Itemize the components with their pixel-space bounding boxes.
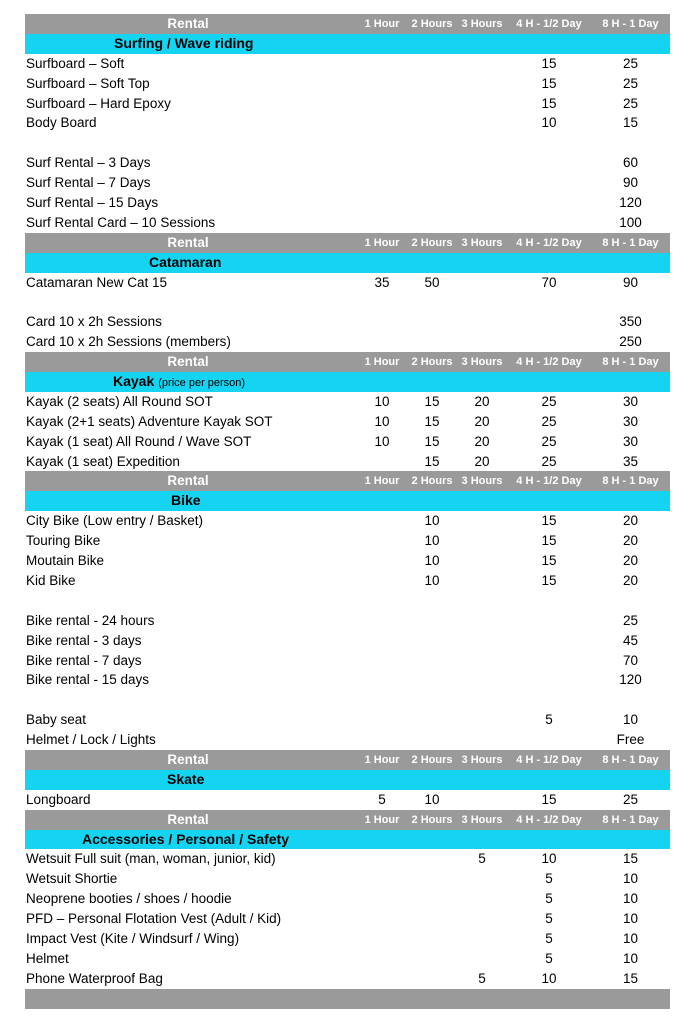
category-title: Bike	[171, 492, 201, 509]
column-header: 4 H - 1/2 Day	[516, 18, 582, 30]
price-cell: 20	[474, 393, 490, 409]
section-header-row	[25, 750, 670, 770]
price-row	[25, 273, 670, 293]
section-header-row	[25, 14, 670, 34]
price-cell: 10	[541, 970, 557, 986]
column-header: 1 Hour	[364, 475, 400, 488]
price-cell: 15	[622, 970, 639, 986]
price-cell: 10	[622, 950, 639, 966]
item-name: Helmet	[26, 950, 69, 966]
price-row	[25, 651, 670, 671]
column-header: 4 H - 1/2 Day	[516, 356, 582, 369]
price-cell: 15	[541, 55, 557, 71]
category-name	[171, 491, 201, 511]
price-row	[25, 969, 670, 989]
price-cell: 15	[424, 393, 440, 409]
section-header-title: Rental	[167, 354, 209, 370]
price-row	[25, 670, 670, 690]
column-header: 2 Hours	[411, 236, 453, 249]
price-cell: 15	[541, 95, 557, 111]
price-cell: 20	[622, 553, 639, 569]
price-cell: 10	[622, 871, 639, 887]
item-name: Surf Rental Card – 10 Sessions	[26, 214, 216, 230]
price-cell: 350	[619, 314, 642, 330]
price-cell: 5	[478, 851, 486, 867]
category-name	[114, 34, 254, 54]
column-header: 3 Hours	[461, 18, 503, 30]
price-row	[25, 392, 670, 412]
category-note: (price per person)	[158, 377, 246, 390]
price-cell: 10	[622, 911, 639, 927]
price-row	[25, 193, 670, 213]
section-header-title: Rental	[167, 16, 209, 31]
price-row	[25, 949, 670, 969]
price-cell: 25	[541, 413, 557, 429]
price-cell: 10	[541, 851, 557, 867]
price-cell: 30	[622, 433, 639, 449]
price-cell: 70	[622, 652, 639, 668]
price-cell: Free	[616, 732, 645, 748]
price-cell: 25	[622, 791, 639, 807]
price-cell: 5	[545, 712, 553, 728]
price-row	[25, 511, 670, 531]
item-name: Longboard	[26, 791, 91, 807]
item-name: Moutain Bike	[26, 553, 105, 569]
column-header: 3 Hours	[461, 813, 503, 826]
column-header: 8 H - 1 Day	[602, 753, 659, 766]
spacer-row	[25, 591, 670, 611]
price-cell: 10	[424, 553, 440, 569]
price-cell: 5	[478, 970, 486, 986]
price-row	[25, 631, 670, 651]
price-row	[25, 432, 670, 452]
item-name: City Bike (Low entry / Basket)	[26, 513, 204, 529]
price-row	[25, 452, 670, 472]
price-row	[25, 153, 670, 173]
column-header: 1 Hour	[364, 813, 400, 826]
item-name: Bike rental - 3 days	[26, 632, 142, 648]
category-title: Accessories / Personal / Safety	[82, 830, 289, 847]
price-row	[25, 332, 670, 352]
column-header: 2 Hours	[411, 356, 453, 369]
price-cell: 35	[374, 274, 390, 290]
price-cell: 25	[622, 95, 639, 111]
price-cell: 120	[619, 672, 642, 688]
price-cell: 15	[541, 791, 557, 807]
column-header: 8 H - 1 Day	[602, 236, 659, 249]
price-cell: 25	[622, 55, 639, 71]
price-cell: 25	[541, 453, 557, 469]
price-row	[25, 113, 670, 133]
section-header-title: Rental	[167, 473, 209, 489]
section-header-title: Rental	[167, 234, 209, 250]
item-name: Neoprene booties / shoes / hoodie	[26, 891, 232, 907]
column-header: 3 Hours	[461, 475, 503, 488]
price-cell: 5	[545, 930, 553, 946]
price-cell: 10	[622, 712, 639, 728]
price-cell: 15	[541, 553, 557, 569]
category-row	[25, 770, 670, 790]
item-name: Helmet / Lock / Lights	[26, 732, 156, 748]
item-name: Surf Rental – 3 Days	[26, 155, 151, 171]
price-cell: 15	[424, 433, 440, 449]
price-row	[25, 889, 670, 909]
item-name: Card 10 x 2h Sessions (members)	[26, 334, 231, 350]
price-cell: 50	[424, 274, 440, 290]
item-name: Kayak (2 seats) All Round SOT	[26, 393, 213, 409]
price-row	[25, 54, 670, 74]
price-cell: 100	[619, 214, 642, 230]
price-cell: 90	[622, 175, 639, 191]
category-title: Catamaran	[149, 253, 222, 270]
category-row	[25, 491, 670, 511]
price-row	[25, 730, 670, 750]
price-cell: 15	[424, 413, 440, 429]
item-name: Baby seat	[26, 712, 87, 728]
column-header: 2 Hours	[411, 813, 453, 826]
price-cell: 250	[619, 334, 642, 350]
column-header: 1 Hour	[364, 753, 400, 766]
price-cell: 70	[541, 274, 557, 290]
price-cell: 15	[622, 851, 639, 867]
price-cell: 20	[474, 433, 490, 449]
price-row	[25, 94, 670, 114]
price-cell: 5	[545, 911, 553, 927]
price-cell: 15	[541, 533, 557, 549]
section-header-row	[25, 471, 670, 491]
item-name: Bike rental - 15 days	[26, 672, 150, 688]
price-cell: 10	[424, 791, 440, 807]
item-name: Wetsuit Shortie	[26, 871, 118, 887]
price-cell: 10	[541, 115, 557, 131]
price-row	[25, 531, 670, 551]
category-title: Skate	[167, 770, 205, 787]
price-cell: 10	[374, 393, 390, 409]
category-row	[25, 34, 670, 54]
price-cell: 25	[622, 75, 639, 91]
column-header: 8 H - 1 Day	[602, 475, 659, 488]
price-cell: 10	[374, 413, 390, 429]
price-row	[25, 173, 670, 193]
spacer-row	[25, 292, 670, 312]
spacer-row	[25, 690, 670, 710]
item-name: Wetsuit Full suit (man, woman, junior, kid)	[26, 851, 276, 867]
rental-price-sheet	[25, 14, 670, 1009]
item-name: Surf Rental – 15 Days	[26, 195, 159, 211]
price-row	[25, 869, 670, 889]
category-name	[167, 770, 204, 790]
category-title: Kayak	[113, 373, 155, 390]
price-row	[25, 710, 670, 730]
column-header: 8 H - 1 Day	[602, 813, 659, 826]
price-row	[25, 571, 670, 591]
price-cell: 20	[474, 453, 490, 469]
column-header: 2 Hours	[411, 475, 453, 488]
price-row	[25, 312, 670, 332]
price-cell: 5	[545, 891, 553, 907]
price-cell: 15	[622, 115, 639, 131]
price-cell: 60	[622, 155, 639, 171]
spacer-row	[25, 133, 670, 153]
price-cell: 5	[545, 871, 553, 887]
footer-bar	[25, 989, 670, 1009]
price-cell: 10	[622, 930, 639, 946]
category-row	[25, 830, 670, 850]
price-row	[25, 790, 670, 810]
price-cell: 120	[619, 195, 642, 211]
price-cell: 30	[622, 393, 639, 409]
category-title: Surfing / Wave riding	[114, 34, 254, 51]
category-name	[149, 253, 221, 273]
item-name: Touring Bike	[26, 533, 101, 549]
price-cell: 10	[424, 533, 440, 549]
column-header: 4 H - 1/2 Day	[516, 236, 582, 249]
section-header-title: Rental	[167, 751, 209, 767]
column-header: 1 Hour	[364, 356, 400, 369]
column-header: 4 H - 1/2 Day	[516, 475, 582, 488]
section-header-title: Rental	[167, 811, 209, 827]
item-name: Bike rental - 24 hours	[26, 612, 155, 628]
price-cell: 15	[541, 572, 557, 588]
price-row	[25, 849, 670, 869]
column-header: 4 H - 1/2 Day	[516, 753, 582, 766]
item-name: Bike rental - 7 days	[26, 652, 142, 668]
price-cell: 20	[622, 572, 639, 588]
price-cell: 15	[541, 513, 557, 529]
price-cell: 25	[541, 433, 557, 449]
item-name: Impact Vest (Kite / Windsurf / Wing)	[26, 930, 240, 946]
section-header-row	[25, 233, 670, 253]
item-name: PFD – Personal Flotation Vest (Adult / Kid)	[26, 911, 282, 927]
item-name: Surf Rental – 7 Days	[26, 175, 151, 191]
column-header: 1 Hour	[364, 236, 400, 249]
item-name: Catamaran New Cat 15	[26, 274, 168, 290]
price-cell: 20	[474, 413, 490, 429]
price-row	[25, 909, 670, 929]
item-name: Kayak (1 seat) All Round / Wave SOT	[26, 433, 252, 449]
price-cell: 35	[622, 453, 639, 469]
category-row	[25, 253, 670, 273]
section-header-row	[25, 352, 670, 372]
price-cell: 10	[374, 433, 390, 449]
price-row	[25, 74, 670, 94]
item-name: Surfboard – Soft	[26, 55, 125, 71]
column-header: 1 Hour	[364, 18, 400, 30]
item-name: Kayak (2+1 seats) Adventure Kayak SOT	[26, 413, 273, 429]
item-name: Kayak (1 seat) Expedition	[26, 453, 180, 469]
price-cell: 30	[622, 413, 639, 429]
column-header: 4 H - 1/2 Day	[516, 813, 582, 826]
column-header: 3 Hours	[461, 236, 503, 249]
item-name: Surfboard – Soft Top	[26, 75, 150, 91]
price-cell: 20	[622, 533, 639, 549]
price-cell: 5	[378, 791, 386, 807]
price-cell: 15	[424, 453, 440, 469]
price-row	[25, 611, 670, 631]
item-name: Phone Waterproof Bag	[26, 970, 163, 986]
price-cell: 20	[622, 513, 639, 529]
column-header: 3 Hours	[461, 356, 503, 369]
item-name: Body Board	[26, 115, 97, 131]
section-header-row	[25, 810, 670, 830]
column-header: 2 Hours	[411, 753, 453, 766]
price-cell: 45	[622, 632, 639, 648]
item-name: Kid Bike	[26, 572, 76, 588]
price-row	[25, 412, 670, 432]
price-row	[25, 213, 670, 233]
price-row	[25, 551, 670, 571]
column-header: 8 H - 1 Day	[602, 356, 659, 369]
column-header: 8 H - 1 Day	[602, 18, 659, 30]
price-cell: 90	[622, 274, 639, 290]
column-header: 3 Hours	[461, 753, 503, 766]
price-cell: 25	[541, 393, 557, 409]
price-cell: 25	[622, 612, 639, 628]
price-cell: 15	[541, 75, 557, 91]
price-cell: 10	[622, 891, 639, 907]
item-name: Surfboard – Hard Epoxy	[26, 95, 171, 111]
price-cell: 10	[424, 572, 440, 588]
price-cell: 10	[424, 513, 440, 529]
price-cell: 5	[545, 950, 553, 966]
column-header: 2 Hours	[411, 18, 453, 30]
price-row	[25, 929, 670, 949]
item-name: Card 10 x 2h Sessions	[26, 314, 162, 330]
category-name	[113, 372, 245, 394]
category-name	[82, 830, 289, 850]
category-row	[25, 372, 670, 392]
